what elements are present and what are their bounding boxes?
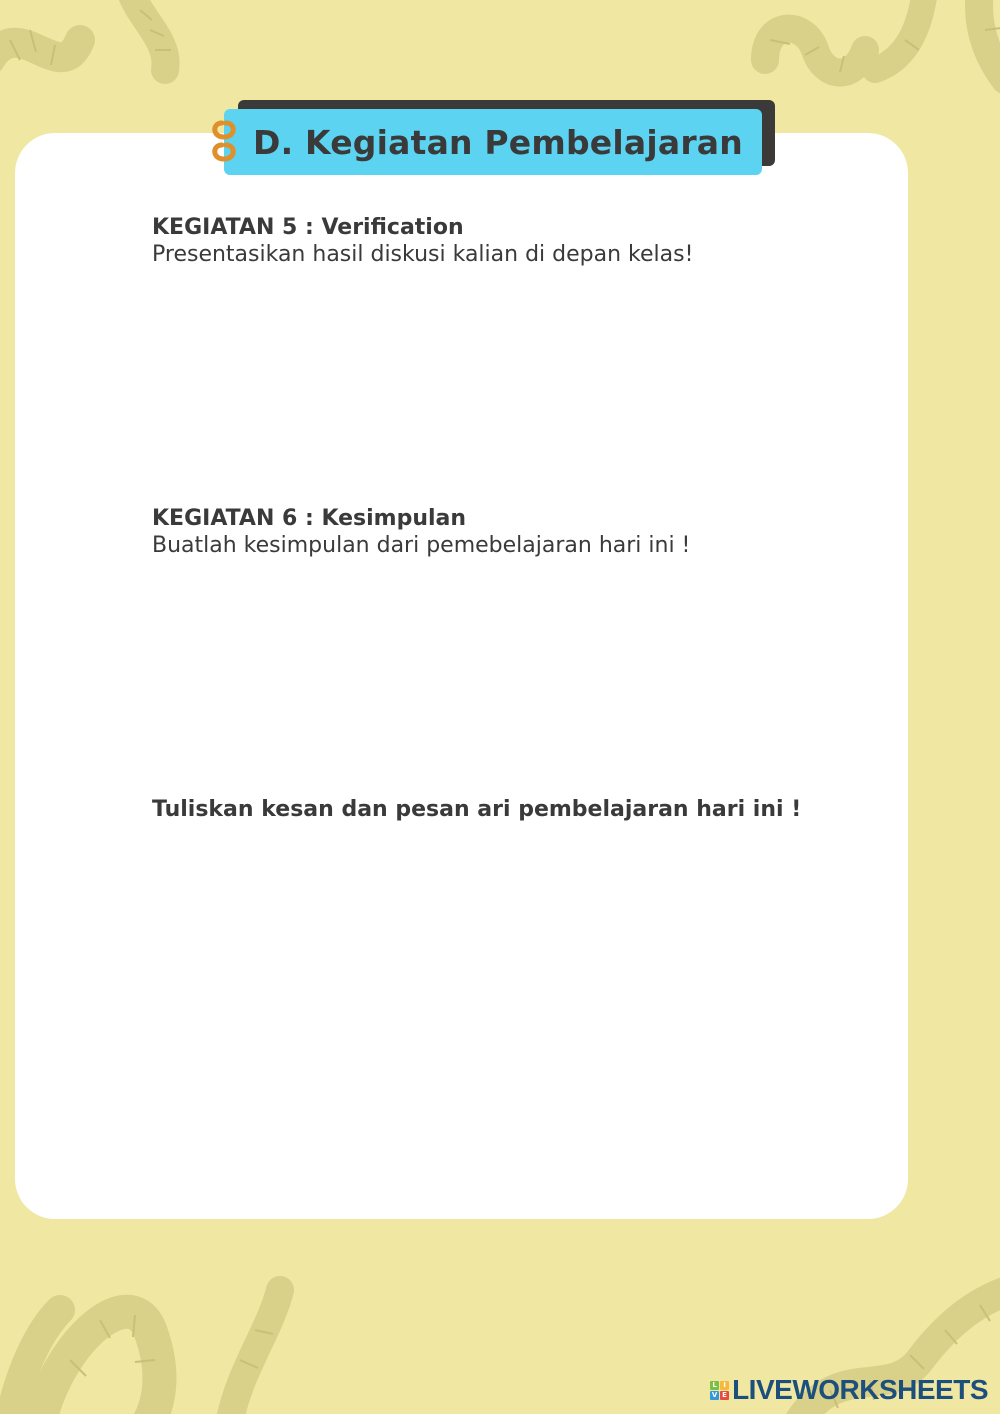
activity-6	[152, 505, 872, 559]
content-card	[15, 133, 908, 1219]
hook-icon	[208, 119, 244, 165]
activity-heading: KEGIATAN 5 : Verification	[152, 215, 464, 240]
worm-icon	[745, 0, 1000, 115]
activity-instruction: Presentasikan hasil diskusi kalian di depan kelas!	[152, 242, 694, 267]
activity-heading: KEGIATAN 6 : Kesimpulan	[152, 506, 467, 531]
activity-instruction: Buatlah kesimpulan dari pemebelajaran hari ini !	[152, 533, 691, 558]
page-title: D. Kegiatan Pembelajaran	[253, 122, 743, 162]
activity-5	[152, 214, 872, 268]
worm-icon	[0, 1220, 300, 1414]
liveworksheets-logo	[710, 1374, 988, 1406]
liveworksheets-logo-icon: L I V E	[710, 1381, 729, 1400]
logo-text: LIVEWORKSHEETS	[732, 1374, 988, 1405]
closing-prompt-block	[152, 796, 872, 823]
worm-icon	[0, 0, 200, 110]
section-banner	[224, 109, 762, 175]
closing-prompt: Tuliskan kesan dan pesan ari pembelajaran hari ini !	[152, 797, 802, 822]
